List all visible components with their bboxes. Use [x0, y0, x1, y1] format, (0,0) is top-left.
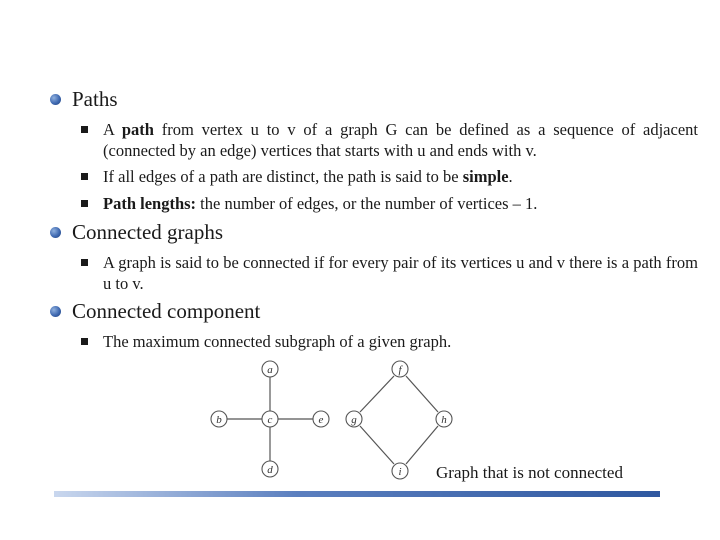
bullet-dot-icon: [50, 227, 61, 238]
bullet-connected-graphs: [50, 220, 223, 245]
subbullet-text: If all edges of a path are distinct, the path is said to be simple.: [103, 167, 513, 186]
vertex-label-b: b: [216, 414, 222, 426]
square-bullet-icon: [81, 126, 88, 133]
heading-connected-component: Connected component: [72, 299, 261, 323]
edge-h-i: [406, 426, 438, 464]
bullet-dot-icon: [50, 94, 61, 105]
vertex-label-i: i: [398, 466, 402, 478]
heading-paths: Paths: [72, 87, 118, 111]
vertex-label-a: a: [267, 364, 273, 376]
bullet-connected-component: [50, 299, 260, 324]
subbullet-path-definition: [81, 119, 698, 161]
square-bullet-icon: [81, 338, 88, 345]
subbullet-path-lengths: [81, 193, 698, 214]
graph-edges: [227, 376, 438, 464]
square-bullet-icon: [81, 259, 88, 266]
subbullet-simple-path: [81, 166, 698, 187]
bullet-dot-icon: [50, 306, 61, 317]
subbullet-connected-definition: [81, 252, 698, 294]
edge-f-g: [360, 376, 394, 412]
bullet-paths: [50, 87, 118, 112]
square-bullet-icon: [81, 200, 88, 207]
subbullet-text: The maximum connected subgraph of a given graph.: [103, 332, 452, 351]
subbullet-text: A path from vertex u to v of a graph G can be defined as a sequence of adjacent (connected by an edge) vertices that starts with u and ends with v.: [103, 120, 698, 160]
vertex-label-d: d: [267, 464, 273, 476]
edge-f-h: [406, 376, 438, 412]
subbullet-text: A graph is said to be connected if for every pair of its vertices u and v there is a path from u to v.: [103, 253, 698, 293]
disconnected-graph-figure: [200, 356, 460, 486]
vertex-label-c: c: [267, 414, 273, 426]
subbullet-text: Path lengths: the number of edges, or the number of vertices – 1.: [103, 194, 538, 213]
subbullet-component-definition: [81, 331, 698, 352]
graph-vertex-labels: [216, 364, 447, 478]
vertex-label-e: e: [318, 414, 324, 426]
figure-caption: Graph that is not connected: [436, 463, 623, 482]
square-bullet-icon: [81, 173, 88, 180]
footer-divider-bar: [54, 491, 660, 497]
vertex-label-g: g: [351, 414, 357, 426]
graph-vertices: [211, 361, 452, 479]
edge-g-i: [360, 426, 394, 464]
vertex-label-f: f: [398, 364, 402, 376]
heading-connected-graphs: Connected graphs: [72, 220, 224, 244]
vertex-label-h: h: [441, 414, 447, 426]
